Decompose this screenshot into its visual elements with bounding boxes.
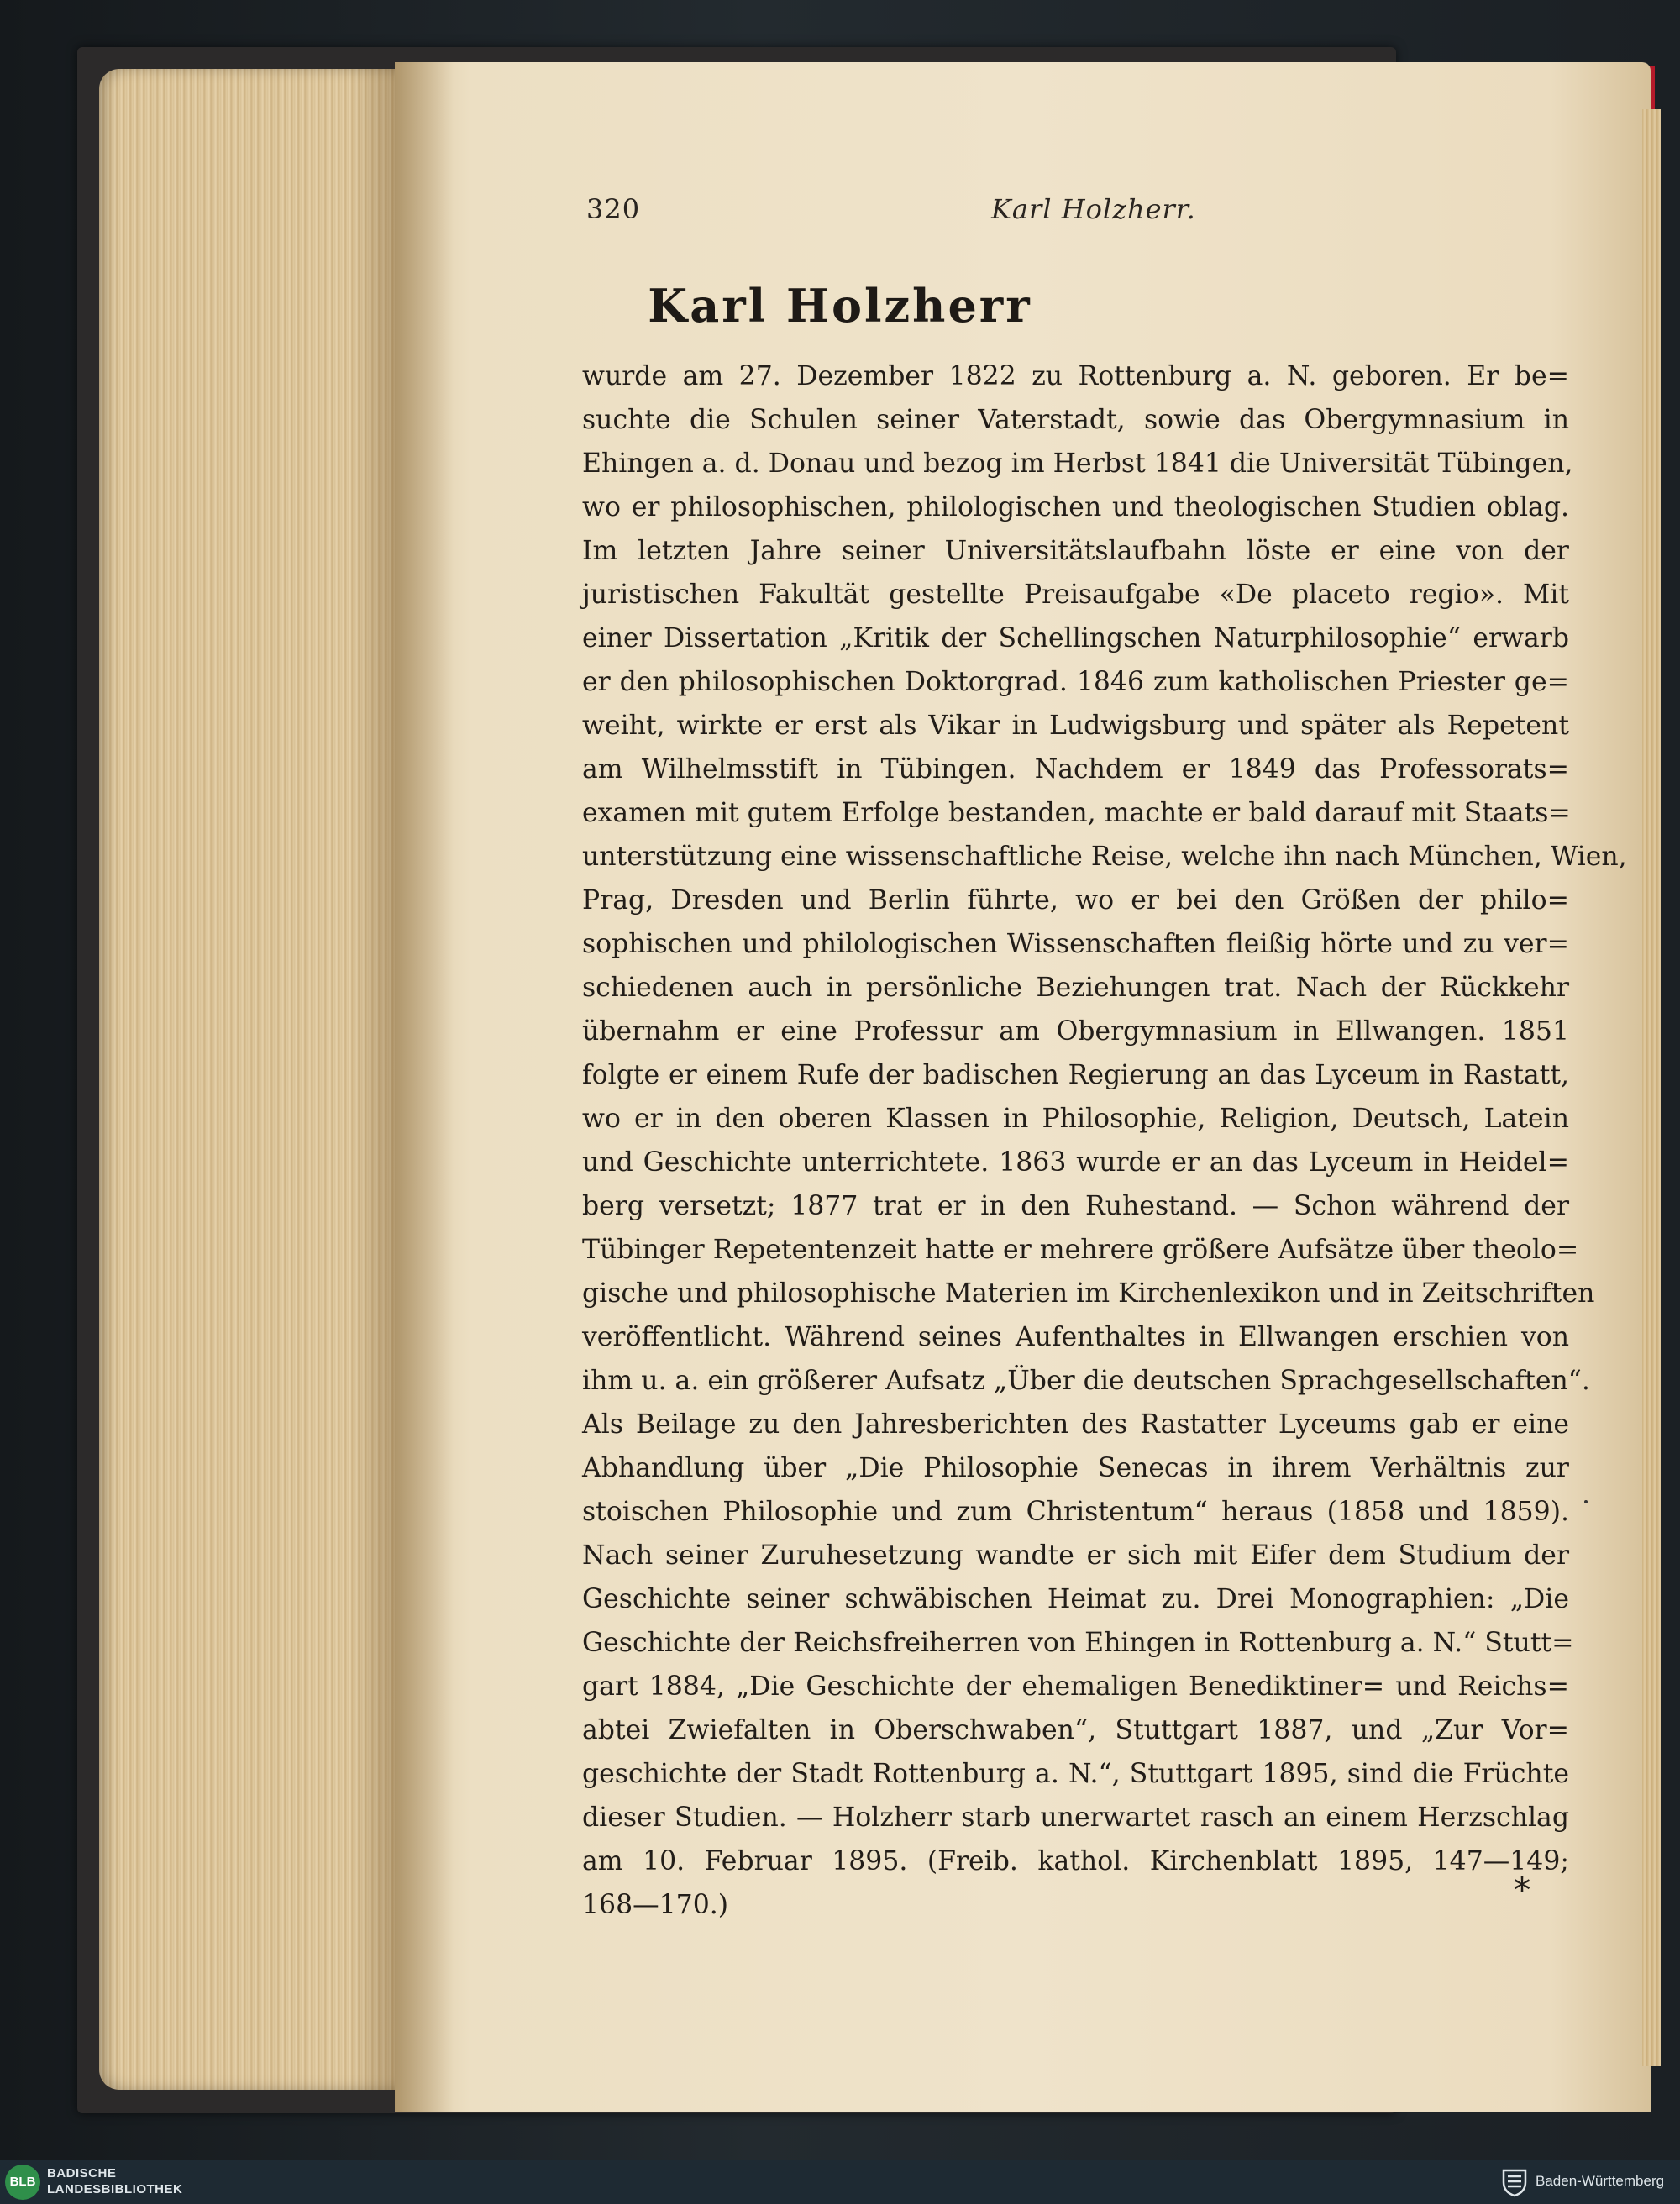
running-title: Karl Holzherr. xyxy=(991,193,1196,225)
page-stack-edges xyxy=(99,69,402,2090)
text-line: am 10. Februar 1895. (Freib. kathol. Kirchenblatt 1895, 147—149; xyxy=(582,1846,1569,1876)
text-line: Geschichte seiner schwäbischen Heimat zu. Drei Monographien: „Die xyxy=(582,1584,1569,1614)
text-line: ihm u. a. ein größerer Aufsatz „Über die deutschen Sprachgesellschaften“. xyxy=(582,1366,1590,1396)
text-line: Geschichte der Reichsfreiherren von Ehingen in Rottenburg a. N.“ Stutt= xyxy=(582,1628,1574,1658)
text-line: Abhandlung über „Die Philosophie Senecas in ihrem Verhältnis zur xyxy=(582,1453,1569,1483)
text-line: Im letzten Jahre seiner Universitätslaufbahn löste er eine von der xyxy=(582,536,1569,566)
text-line: Ehingen a. d. Donau und bezog im Herbst 1841 die Universität Tübingen, xyxy=(582,449,1573,479)
article-title: Karl Holzherr xyxy=(648,279,1032,333)
running-header xyxy=(0,190,1680,237)
text-line: juristischen Fakultät gestellte Preisaufgabe «De placeto regio». Mit xyxy=(582,580,1569,610)
page-gutter-shadow xyxy=(395,62,454,2112)
text-line: Nach seiner Zuruhesetzung wandte er sich mit Eifer dem Studium der xyxy=(582,1540,1569,1571)
text-line: veröffentlicht. Während seines Aufenthaltes in Ellwangen erschien von xyxy=(582,1322,1569,1352)
text-line: schiedenen auch in persönliche Beziehungen trat. Nach der Rückkehr xyxy=(582,973,1569,1003)
text-line: Tübinger Repetentenzeit hatte er mehrere größere Aufsätze über theolo= xyxy=(582,1235,1579,1265)
text-line: weiht, wirkte er erst als Vikar in Ludwigsburg und später als Repetent xyxy=(582,711,1569,741)
text-line: gische und philosophische Materien im Kirchenlexikon und in Zeitschriften xyxy=(582,1278,1595,1309)
text-line: unterstützung eine wissenschaftliche Reise, welche ihn nach München, Wien, xyxy=(582,842,1627,872)
text-line: berg versetzt; 1877 trat er in den Ruhestand. — Schon während der xyxy=(582,1191,1569,1221)
text-line: stoischen Philosophie und zum Christentum“ heraus (1858 und 1859). xyxy=(582,1497,1569,1527)
page-number: 320 xyxy=(586,193,641,225)
text-line-last: 168—170.) xyxy=(582,1890,729,1920)
page-stack-right xyxy=(1642,109,1661,2066)
text-line: geschichte der Stadt Rottenburg a. N.“, Stuttgart 1895, sind die Früchte xyxy=(582,1759,1569,1789)
text-line: examen mit gutem Erfolge bestanden, machte er bald darauf mit Staats= xyxy=(582,798,1571,828)
text-line: folgte er einem Rufe der badischen Regierung an das Lyceum in Rastatt, xyxy=(582,1060,1569,1090)
library-footer-bar xyxy=(0,2160,1680,2204)
blb-logo-icon[interactable]: BLB xyxy=(5,2165,40,2200)
text-line: abtei Zwiefalten in Oberschwaben“, Stuttgart 1887, und „Zur Vor= xyxy=(582,1715,1569,1745)
text-line: sophischen und philologischen Wissenschaften fleißig hörte und zu ver= xyxy=(582,929,1569,959)
text-line: er den philosophischen Doktorgrad. 1846 zum katholischen Priester ge= xyxy=(582,667,1569,697)
library-name-line1: BADISCHE xyxy=(47,2166,117,2180)
text-line: und Geschichte unterrichtete. 1863 wurde er an das Lyceum in Heidel= xyxy=(582,1147,1569,1178)
library-name[interactable] xyxy=(47,2165,182,2197)
text-line: am Wilhelmsstift in Tübingen. Nachdem er 1849 das Professorats= xyxy=(582,754,1569,785)
library-name-line2: LANDESBIBLIOTHEK xyxy=(47,2182,183,2196)
state-label[interactable]: Baden-Württemberg xyxy=(1536,2173,1665,2189)
text-line: dieser Studien. — Holzherr starb unerwartet rasch an einem Herzschlag xyxy=(582,1803,1569,1833)
text-line: wo er philosophischen, philologischen und theologischen Studien oblag. xyxy=(582,492,1569,522)
text-line: einer Dissertation „Kritik der Schellingschen Naturphilosophie“ erwarb xyxy=(582,623,1569,653)
article-body xyxy=(582,354,1627,1927)
text-line: Prag, Dresden und Berlin führte, wo er bei den Größen der philo= xyxy=(582,885,1569,916)
text-line: Als Beilage zu den Jahresberichten des Rastatter Lyceums gab er eine xyxy=(582,1409,1569,1440)
text-line: suchte die Schulen seiner Vaterstadt, sowie das Obergymnasium in xyxy=(582,405,1569,435)
margin-speck xyxy=(1584,1500,1588,1503)
end-mark: * xyxy=(1514,1871,1530,1910)
state-coat-of-arms-icon xyxy=(1500,2167,1529,2197)
text-line: wo er in den oberen Klassen in Philosophie, Religion, Deutsch, Latein xyxy=(582,1104,1569,1134)
text-line: gart 1884, „Die Geschichte der ehemaligen Benediktiner= und Reichs= xyxy=(582,1671,1569,1702)
text-line: wurde am 27. Dezember 1822 zu Rottenburg a. N. geboren. Er be= xyxy=(582,361,1569,391)
text-line: übernahm er eine Professur am Obergymnasium in Ellwangen. 1851 xyxy=(582,1016,1569,1047)
